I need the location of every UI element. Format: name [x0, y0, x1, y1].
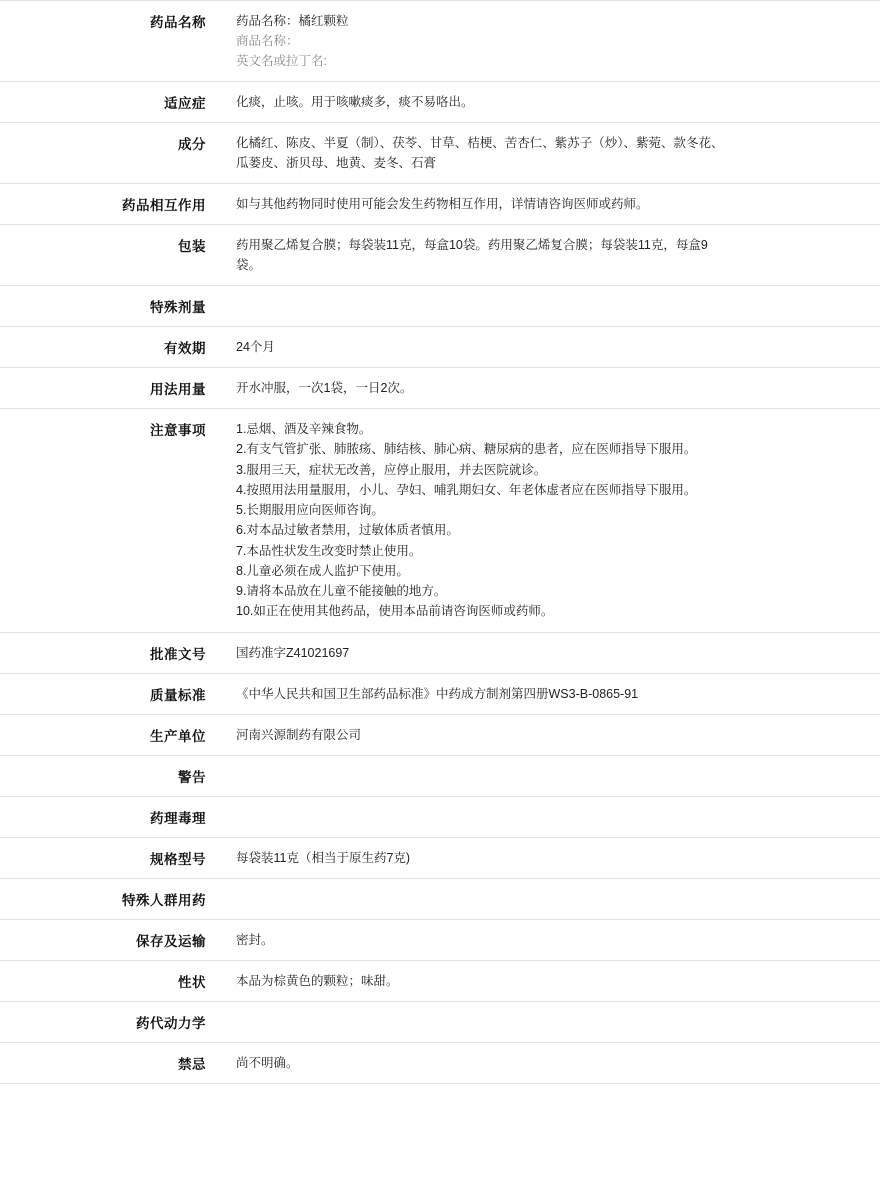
table-row: [0, 225, 880, 286]
row-value: [220, 837, 880, 878]
row-value: [220, 368, 880, 409]
row-label: 适应症: [164, 96, 206, 111]
row-label: 包装: [178, 239, 206, 254]
note-line: 2.有支气管扩张、肺脓疡、肺结核、肺心病、糖尿病的患者，应在医师指导下服用。: [236, 442, 697, 457]
note-line: 4.按照用法用量服用，小儿、孕妇、哺乳期妇女、年老体虚者应在医师指导下服用。: [236, 482, 697, 497]
name-line: 英文名或拉丁名:: [236, 54, 327, 68]
value-line: 药用聚乙烯复合膜；每袋装11克，每盒10袋。药用聚乙烯复合膜；每袋装11克，每盒9: [236, 238, 708, 252]
row-value: [220, 632, 880, 673]
row-label: 药代动力学: [136, 1015, 206, 1031]
note-line: 1.忌烟、酒及辛辣食物。: [236, 422, 372, 436]
row-value: [220, 225, 880, 286]
value-line: 袋。: [236, 258, 262, 272]
table-row: [0, 919, 880, 960]
row-label: 有效期: [164, 341, 206, 356]
row-label: 保存及运输: [136, 933, 206, 949]
row-value: [220, 123, 880, 184]
row-value: [220, 919, 880, 960]
value-line: 《中华人民共和国卫生部药品标准》中药成方制剂第四册WS3-B-0865-91: [236, 686, 639, 701]
value-line: 瓜蒌皮、浙贝母、地黄、麦冬、石膏: [236, 156, 437, 170]
row-value: [220, 286, 880, 327]
table-row: [0, 960, 880, 1001]
table-row: [0, 409, 880, 633]
note-line: 6.对本品过敏者禁用，过敏体质者慎用。: [236, 523, 459, 538]
row-label: 质量标准: [150, 687, 206, 703]
row-label: 药理毒理: [150, 810, 206, 826]
row-label: 药品名称: [150, 15, 206, 30]
value-line: 本品为棕黄色的颗粒；味甜。: [236, 973, 399, 988]
row-label: 警告: [178, 769, 206, 785]
note-line: 5.长期服用应向医师咨询。: [236, 503, 384, 517]
row-value: [220, 878, 880, 919]
row-value: [220, 796, 880, 837]
row-value: [220, 184, 880, 225]
empty-value: [236, 296, 880, 310]
table-row: [0, 1, 880, 82]
row-label: 注意事项: [150, 423, 206, 438]
row-value: [220, 327, 880, 368]
note-line: 9.请将本品放在儿童不能接触的地方。: [236, 584, 447, 598]
table-row: [0, 714, 880, 755]
name-line: 药品名称：橘红颗粒: [236, 14, 349, 28]
value-line: 河南兴源制药有限公司: [236, 727, 362, 742]
table-row: [0, 368, 880, 409]
value-line: 24个月: [236, 340, 275, 354]
row-value: [220, 960, 880, 1001]
row-label: 药品相互作用: [122, 198, 206, 213]
note-line: 7.本品性状发生改变时禁止使用。: [236, 543, 422, 558]
table-row: [0, 327, 880, 368]
row-label: 用法用量: [150, 382, 206, 397]
row-value: [220, 714, 880, 755]
table-row: [0, 755, 880, 796]
row-label: 规格型号: [150, 851, 206, 867]
row-label: 特殊剂量: [150, 300, 206, 315]
row-label: 性状: [178, 974, 206, 990]
value-line: 开水冲服，一次1袋，一日2次。: [236, 381, 413, 395]
row-label: 批准文号: [150, 646, 206, 662]
value-line: 密封。: [236, 932, 274, 947]
note-line: 10.如正在使用其他药品，使用本品前请咨询医师或药师。: [236, 604, 554, 619]
empty-value: [236, 766, 880, 780]
bottom-spacer: [0, 1084, 880, 1204]
empty-value: [236, 889, 880, 903]
table-row: [0, 184, 880, 225]
name-line: 商品名称：: [236, 34, 299, 48]
row-label: 生产单位: [150, 728, 206, 744]
drug-information-body: [0, 1, 880, 1084]
row-value: [220, 755, 880, 796]
row-label: 成分: [178, 137, 206, 152]
table-row: [0, 673, 880, 714]
table-row: [0, 1042, 880, 1083]
value-line: 如与其他药物同时使用可能会发生药物相互作用，详情请咨询医师或药师。: [236, 197, 649, 211]
row-value: [220, 1, 880, 82]
table-row: [0, 82, 880, 123]
table-row: [0, 796, 880, 837]
row-label: 禁忌: [178, 1056, 206, 1072]
row-value: [220, 673, 880, 714]
empty-value: [236, 807, 880, 821]
empty-value: [236, 1012, 880, 1026]
row-value: [220, 82, 880, 123]
table-row: [0, 123, 880, 184]
table-row: [0, 837, 880, 878]
note-line: 8.儿童必须在成人监护下使用。: [236, 563, 409, 578]
note-line: 3.服用三天，症状无改善，应停止服用，并去医院就诊。: [236, 462, 547, 477]
value-line: 国药准字Z41021697: [236, 645, 350, 660]
table-row: [0, 286, 880, 327]
value-line: 化痰，止咳。用于咳嗽痰多，痰不易咯出。: [236, 95, 474, 109]
value-line: 化橘红、陈皮、半夏（制）、茯苓、甘草、桔梗、苦杏仁、紫苏子（炒）、紫菀、款冬花、: [236, 136, 724, 150]
row-value: [220, 1001, 880, 1042]
value-line: 每袋装11克（相当于原生药7克): [236, 850, 411, 865]
table-row: [0, 1001, 880, 1042]
row-label: 特殊人群用药: [122, 892, 206, 908]
table-row: [0, 878, 880, 919]
row-value: [220, 409, 880, 633]
table-row: [0, 632, 880, 673]
row-value: [220, 1042, 880, 1083]
value-line: 尚不明确。: [236, 1055, 299, 1070]
